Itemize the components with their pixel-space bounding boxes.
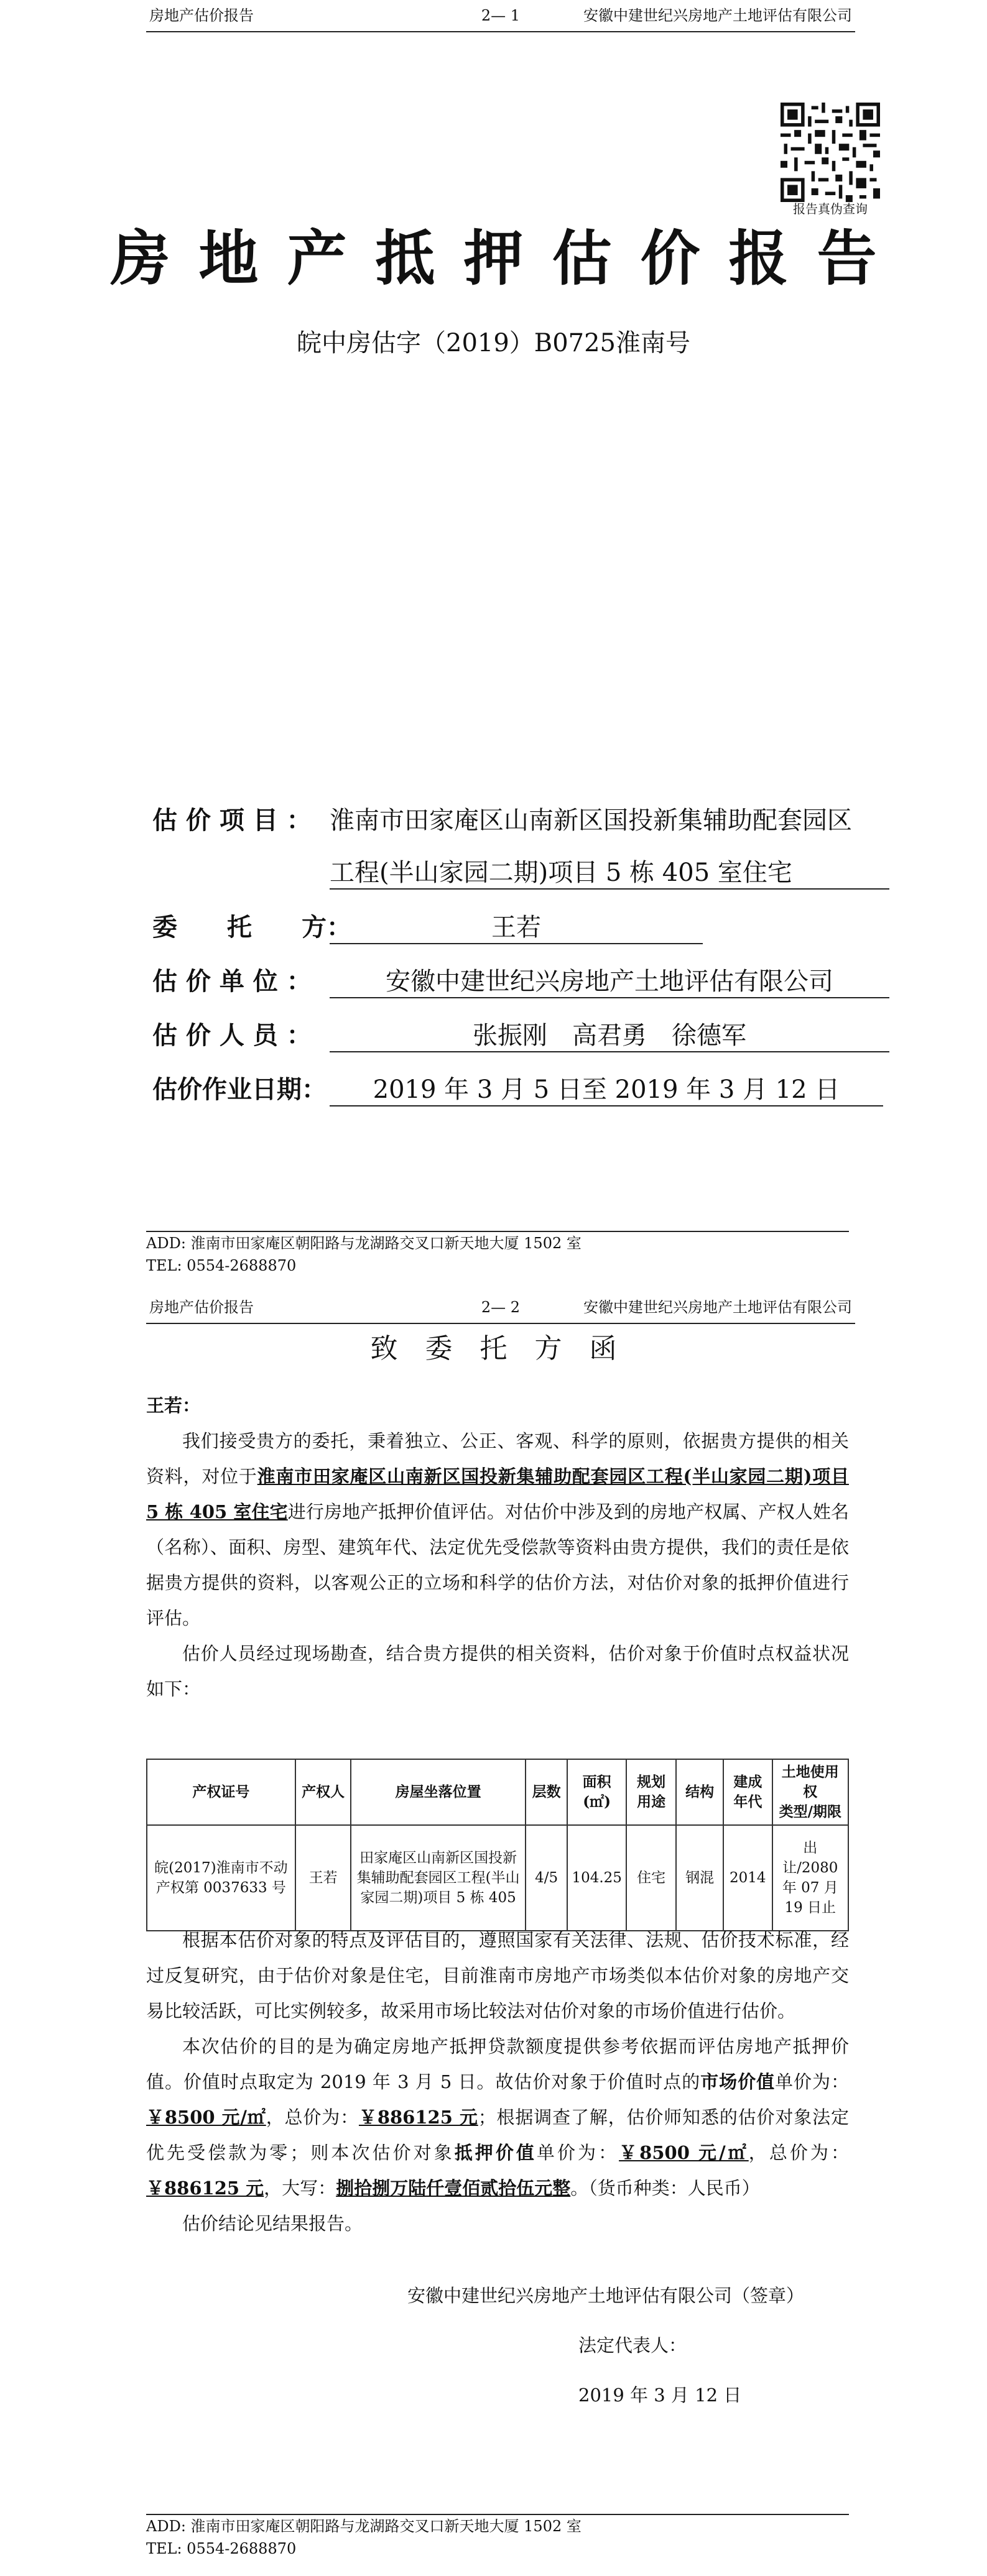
mortgage-total-price: ￥886125 元	[146, 2178, 264, 2199]
paragraph-4	[146, 2029, 849, 2206]
page-header	[146, 1292, 855, 1324]
cell-cert-no: 皖(2017)淮南市不动产权第 0037633 号	[147, 1825, 295, 1931]
paragraph-3: 根据本估价对象的特点及评估目的，遵照国家有关法律、法规、估价技术标准，经过反复研究，由于估价对象是住宅，目前淮南市房地产市场类似本估价对象的房地产交易比较活跃，可比实例较多，故采用市场比较法对估价对象的市场价值进行估价。	[146, 1930, 849, 2022]
signature-legal-rep: 法定代表人：	[578, 2335, 687, 2356]
footer-address: ADD: 淮南市田家庵区朝阳路与龙湖路交叉口新天地大厦 1502 室	[146, 2518, 582, 2535]
letter-body-top	[146, 1388, 849, 1707]
header-left: 房地产估价报告	[149, 1299, 254, 1316]
footer-address: ADD: 淮南市田家庵区朝阳路与龙湖路交叉口新天地大厦 1502 室	[146, 1235, 582, 1252]
cell-usage: 住宅	[626, 1825, 676, 1931]
col-structure: 结构	[676, 1759, 723, 1825]
footer-tel: TEL: 0554-2688870	[146, 1257, 297, 1274]
letter-page	[0, 1292, 987, 2576]
letter-body-bottom	[146, 1923, 849, 2242]
cell-year: 2014	[723, 1825, 772, 1931]
cell-structure: 钢混	[676, 1825, 723, 1931]
market-unit-price: ￥8500 元/㎡	[146, 2107, 266, 2128]
project-value-line1: 淮南市田家庵区山南新区国投新集辅助配套园区	[330, 806, 852, 835]
header-left: 房地产估价报告	[149, 7, 254, 24]
p1-text-a: 我们接受贵方的委托，秉着独立、公正、客观、科学的原则，依据贵方提供的相关资料，对位于	[146, 1430, 849, 1487]
paragraph-5: 估价结论见结果报告。	[182, 2213, 363, 2234]
p4-text-c: ，总价为：	[266, 2107, 359, 2128]
p4-text-h: 。（货币种类：人民币）	[570, 2178, 760, 2199]
page-header	[146, 0, 855, 32]
p4-text-e: 单价为：	[536, 2142, 619, 2163]
header-page-number: 2— 1	[481, 7, 521, 24]
col-land-use: 土地使用权 类型/期限	[772, 1759, 848, 1825]
p4-text-g: ，大写：	[264, 2178, 336, 2199]
project-label: 估 价 项 目 ：	[152, 806, 312, 835]
letter-title: 致委托方函	[370, 1333, 644, 1364]
col-year: 建成 年代	[723, 1759, 772, 1825]
mortgage-unit-price: ￥8500 元/㎡	[619, 2142, 749, 2163]
document-number: 皖中房估字（2019）B0725淮南号	[297, 329, 690, 357]
property-table	[146, 1759, 849, 1931]
amount-in-words: 捌拾捌万陆仟壹佰贰拾伍元整	[336, 2178, 571, 2199]
client-value: 王若	[330, 908, 703, 944]
unit-value: 安徽中建世纪兴房地产土地评估有限公司	[330, 962, 889, 998]
header-page-number: 2— 2	[481, 1299, 521, 1316]
col-usage: 规划 用途	[626, 1759, 676, 1825]
appraisers-label: 估 价 人 员 ：	[152, 1021, 312, 1050]
cell-floors: 4/5	[526, 1825, 568, 1931]
mortgage-value-label: 抵押价值	[454, 2142, 537, 2163]
paragraph-1	[146, 1424, 849, 1636]
footer-tel: TEL: 0554-2688870	[146, 2540, 297, 2557]
market-total-price: ￥886125 元	[358, 2107, 478, 2128]
date-label: 估价作业日期：	[152, 1075, 327, 1104]
cell-land-use: 出让/2080 年 07 月 19 日止	[772, 1825, 848, 1931]
property-address: 淮南市田家庵区山南新区国投新集辅助配套园区工程(半山家园二期)项目 5 栋 405 室住宅	[146, 1466, 849, 1522]
qr-code-icon[interactable]	[781, 103, 880, 202]
salutation: 王若：	[146, 1395, 201, 1416]
page-footer	[146, 1231, 861, 1277]
unit-label: 估 价 单 位 ：	[152, 967, 312, 996]
col-owner: 产权人	[295, 1759, 351, 1825]
p4-text-f: ，总价为：	[748, 2142, 849, 2163]
date-value: 2019 年 3 月 5 日至 2019 年 3 月 12 日	[330, 1070, 883, 1106]
cell-owner: 王若	[295, 1825, 351, 1931]
p4-text-d: ；根据调查了解，估价师知悉的估价对象法定优先受偿款为零；则本次估价对象	[146, 2107, 849, 2163]
col-floors: 层数	[526, 1759, 568, 1825]
col-area: 面积 (㎡)	[567, 1759, 626, 1825]
p4-text-a: 本次估价的目的是为确定房地产抵押贷款额度提供参考依据而评估房地产抵押价值。价值时点取定为 2019 年 3 月 5 日。故估价对象于价值时点的	[146, 2036, 849, 2092]
project-value-line2: 工程(半山家园二期)项目 5 栋 405 室住宅	[330, 853, 889, 890]
header-right: 安徽中建世纪兴房地产土地评估有限公司	[583, 1299, 852, 1316]
table-row	[147, 1825, 848, 1931]
p1-text-c: 进行房地产抵押价值评估。对估价中涉及到的房地产权属、产权人姓名（名称）、面积、房型、建筑年代、法定优先受偿款等资料由贵方提供，我们的责任是依据贵方提供的资料，以客观公正的立场和科学的估价方法，对估价对象的抵押价值进行评估。	[146, 1501, 849, 1629]
col-cert-no: 产权证号	[147, 1759, 295, 1825]
p4-text-b: 单价为：	[775, 2071, 849, 2092]
col-location: 房屋坐落位置	[351, 1759, 525, 1825]
cell-location: 田家庵区山南新区国投新集辅助配套园区工程(半山家园二期)项目 5 栋 405	[351, 1825, 525, 1931]
signature-date: 2019 年 3 月 12 日	[578, 2385, 742, 2406]
market-value-label: 市场价值	[700, 2071, 776, 2092]
signature-company: 安徽中建世纪兴房地产土地评估有限公司（签章）	[407, 2285, 805, 2306]
qr-caption: 报告真伪查询	[793, 201, 868, 216]
header-right: 安徽中建世纪兴房地产土地评估有限公司	[583, 7, 852, 24]
page-footer	[146, 2514, 861, 2560]
report-title: 房地产抵押估价报告	[110, 223, 906, 293]
paragraph-2: 估价人员经过现场勘查，结合贵方提供的相关资料，估价对象于价值时点权益状况如下：	[146, 1643, 849, 1700]
table-header-row	[147, 1759, 848, 1825]
appraisers-value: 张振刚 高君勇 徐德军	[330, 1016, 889, 1052]
cell-area: 104.25	[567, 1825, 626, 1931]
client-label: 委 托 方：	[152, 913, 351, 942]
